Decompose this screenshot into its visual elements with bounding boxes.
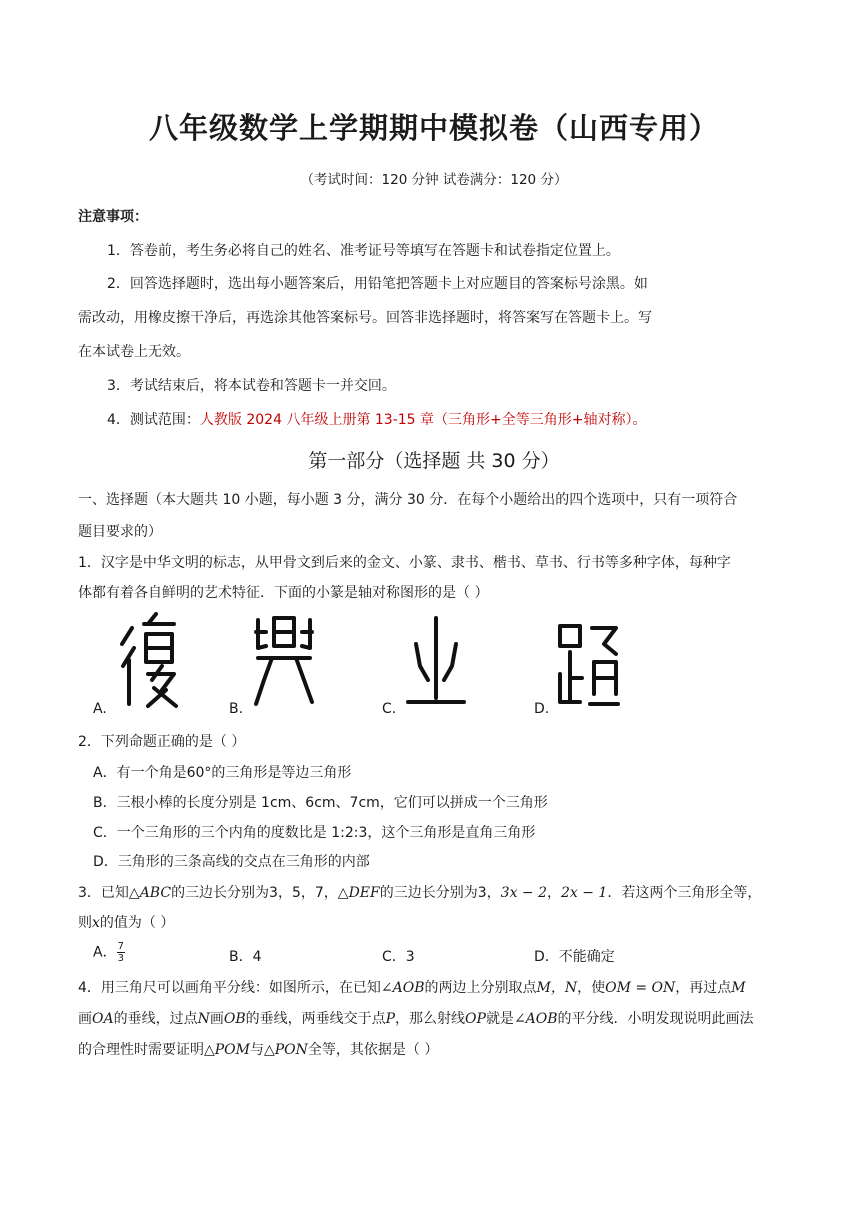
q1-stem-line-2: 体都有着各自鲜明的艺术特征．下面的小篆是轴对称图形的是（ ） xyxy=(78,585,489,601)
q1-stem-line-1: 1．汉字是中华文明的标志，从甲骨文到后来的金文、小篆、隶书、楷书、草书、行书等多种字体，每种字 xyxy=(78,555,731,571)
q2-option-c: C．一个三角形的三个内角的度数比是 1:2:3，这个三角形是直角三角形 xyxy=(93,825,536,841)
q3-option-b: B．4 xyxy=(229,949,262,965)
q3-triangle-def: △DEF xyxy=(337,885,380,901)
note-item-4-prefix: 4．测试范围： xyxy=(107,412,200,428)
q1-option-c: C. xyxy=(382,701,397,717)
note-item-3: 3．考试结束后，将本试卷和答题卡一并交回。 xyxy=(107,378,396,394)
exam-subtitle: （考试时间：120 分钟 试卷满分：120 分） xyxy=(300,172,568,188)
test-scope: 人教版 2024 八年级上册第 13-15 章（三角形+全等三角形+轴对称）。 xyxy=(199,412,647,428)
q4-stem-line-2: 画OA的垂线，过点N画OB的垂线，两垂线交于点P，那么射线OP就是∠AOB的平分线．小明发现说明此画法 xyxy=(78,1011,754,1027)
q4-stem-line-3: 的合理性时需要证明△POM与△PON全等，其依据是（ ） xyxy=(78,1042,439,1058)
seal-character-c-image xyxy=(404,614,468,710)
q1-option-a: A. xyxy=(93,701,107,717)
q3-option-c: C．3 xyxy=(382,949,415,965)
note-item-2-line-1: 2．回答选择题时，选出每小题答案后，用铅笔把答题卡上对应题目的答案标号涂黑。如 xyxy=(107,276,648,292)
notes-heading: 注意事项： xyxy=(78,209,148,225)
q2-option-d: D．三角形的三条高线的交点在三角形的内部 xyxy=(93,854,370,870)
q2-option-a: A．有一个角是60°的三角形是等边三角形 xyxy=(93,765,352,781)
note-item-1: 1．答卷前，考生务必将自己的姓名、准考证号等填写在答题卡和试卷指定位置上。 xyxy=(107,243,620,259)
q3-triangle-abc: △ABC xyxy=(128,885,172,901)
note-item-4 xyxy=(107,409,647,429)
note-item-2-line-2: 需改动，用橡皮擦干净后，再选涂其他答案标号。回答非选择题时，将答案写在答题卡上。写 xyxy=(78,310,652,326)
q2-stem: 2．下列命题正确的是（ ） xyxy=(78,734,246,750)
note-item-2-line-3: 在本试卷上无效。 xyxy=(78,344,190,360)
section-instructions-line-2: 题目要求的） xyxy=(78,524,162,540)
exam-title: 八年级数学上学期期中模拟卷（山西专用） xyxy=(148,111,719,145)
seal-character-d-image xyxy=(554,618,620,714)
section-instructions-line-1: 一、选择题（本大题共 10 小题，每小题 3 分，满分 30 分．在每个小题给出的四个选项中，只有一项符合 xyxy=(78,492,738,508)
q3-variable-x: x xyxy=(92,915,100,931)
section-title: 第一部分（选择题 共 30 分） xyxy=(308,450,560,472)
q3-option-a: A． $\frac{7}{3}$ xyxy=(93,941,124,964)
q3-stem-line-1: 3．已知△ABC的三边长分别为3，5，7，△DEF的三边长分别为3，3x − 2，2x − 1．若这两个三角形全等， xyxy=(78,885,762,901)
q3-option-a-fraction: $\frac{7}{3}$ xyxy=(117,941,124,964)
q1-option-d: D. xyxy=(534,701,550,717)
q3-stem-line-2: 则x的值为（ ） xyxy=(78,915,175,931)
q3-option-d: D．不能确定 xyxy=(534,949,615,965)
seal-character-b-image xyxy=(252,612,316,708)
q1-option-b: B. xyxy=(229,701,244,717)
q3-expression-1: 3x − 2 xyxy=(500,885,547,901)
q4-stem-line-1: 4．用三角尺可以画角平分线：如图所示，在已知∠AOB的两边上分别取点M，N，使OM = ON，再过点M xyxy=(78,980,746,996)
seal-character-a-image xyxy=(118,610,184,710)
q2-option-b: B．三根小棒的长度分别是 1cm、6cm、7cm，它们可以拼成一个三角形 xyxy=(93,795,548,811)
q3-expression-2: 2x − 1 xyxy=(561,885,608,901)
